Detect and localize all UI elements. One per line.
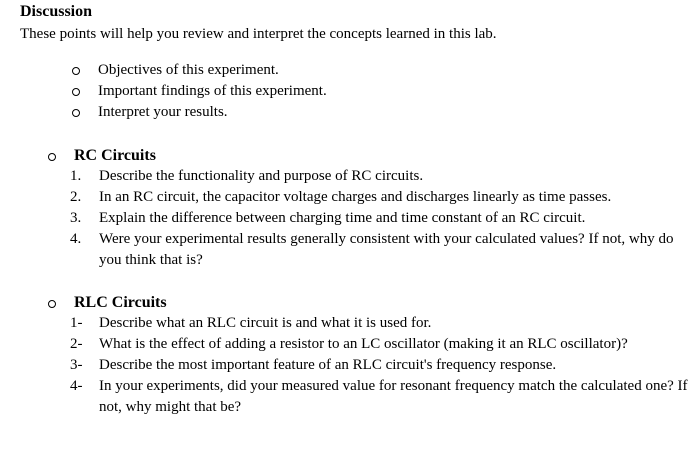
discussion-bullet-list [72,60,327,123]
hollow-bullet-icon [48,300,56,308]
question-text: What is the effect of adding a resistor to an LC oscillator (making it an RLC oscillator)? [99,336,628,352]
question-text: In your experiments, did your measured value for resonant frequency match the calculated one? If not, why might that be? [99,378,688,415]
rc-question-list [48,166,699,271]
question-number: 2- [70,336,83,352]
question-text: Describe the most important feature of an RLC circuit's frequency response. [99,357,557,373]
rlc-question-list [48,313,699,418]
question-text: Describe the functionality and purpose of RC circuits. [99,168,424,184]
rc-question-item [48,208,699,229]
question-number: 3- [70,357,83,373]
hollow-bullet-icon [48,153,56,161]
question-number: 1- [70,315,83,331]
rc-question-item [48,229,699,271]
question-text: Explain the difference between charging time and time constant of an RC circuit. [99,210,586,226]
hollow-bullet-icon [72,88,80,96]
question-number: 1. [70,168,82,184]
rlc-section-header [48,293,699,313]
question-number: 4- [70,378,83,394]
discussion-heading: Discussion [20,3,93,20]
rc-question-item [48,166,699,187]
bullet-text: Interpret your results. [98,104,228,120]
bullet-item [72,60,327,81]
question-text: Describe what an RLC circuit is and what it is used for. [99,315,432,331]
question-text: Were your experimental results generally consistent with your calculated values? If not, why do you think that is? [99,231,674,268]
question-number: 4. [70,231,82,247]
rc-section-header [48,146,699,166]
bullet-item [72,102,327,123]
rc-circuits-section [48,146,699,271]
question-text: In an RC circuit, the capacitor voltage charges and discharges linearly as time passes. [99,189,612,205]
hollow-bullet-icon [72,109,80,117]
bullet-item [72,81,327,102]
rlc-question-item [48,313,699,334]
rc-question-item [48,187,699,208]
question-number: 3. [70,210,82,226]
rlc-question-item [48,376,699,418]
discussion-intro: These points will help you review and interpret the concepts learned in this lab. [20,26,497,42]
question-number: 2. [70,189,82,205]
rlc-circuits-section [48,293,699,418]
rlc-question-item [48,334,699,355]
hollow-bullet-icon [72,67,80,75]
rc-section-title: RC Circuits [74,147,156,164]
rlc-section-title: RLC Circuits [74,294,167,311]
rlc-question-item [48,355,699,376]
bullet-text: Important findings of this experiment. [98,83,327,99]
bullet-text: Objectives of this experiment. [98,62,279,78]
